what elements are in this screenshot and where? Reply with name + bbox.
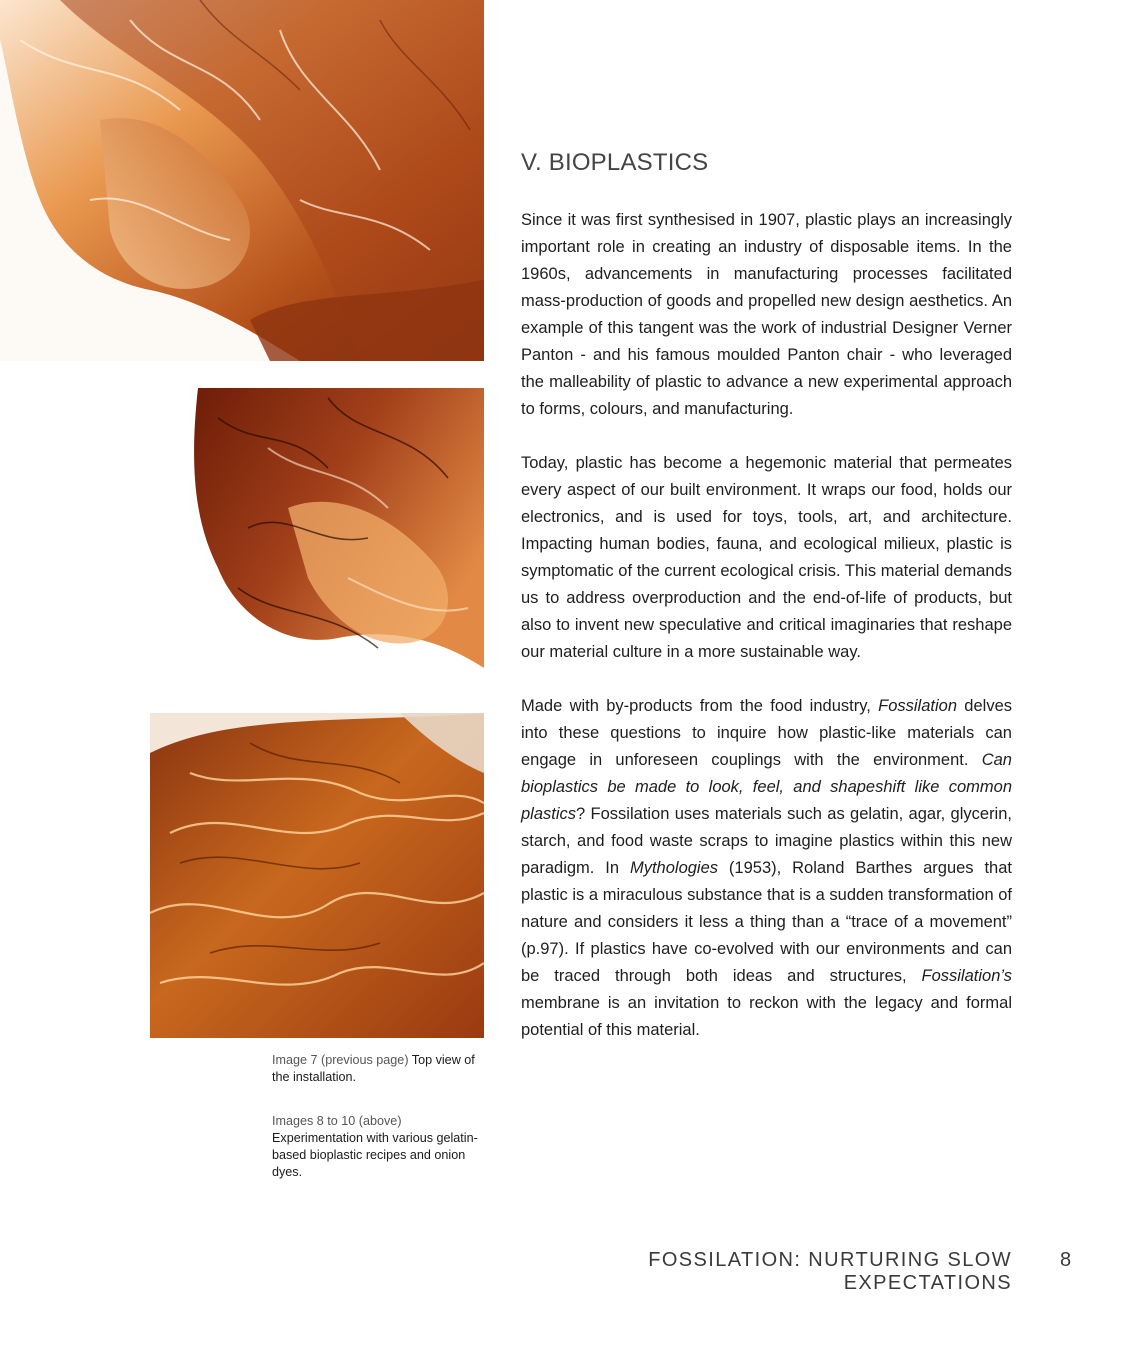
- caption-ref: Image 7 (previous page): [272, 1053, 409, 1067]
- caption-text: Experimentation with various gelatin-based bioplastic recipes and onion dyes.: [272, 1131, 478, 1179]
- italic-mythologies: Mythologies: [629, 859, 719, 877]
- italic-question: Can bioplastics be made to look, feel, and shapeshift like common plastics: [521, 751, 1012, 823]
- text-span: delves into these questions to inquire how plastic-like materials can engage in unforeseen couplings with the environment.: [521, 697, 1012, 769]
- text-span: membrane is an invitation to reckon with the legacy and formal potential of this material.: [521, 994, 1012, 1039]
- text-span: Made with by-products from the food industry,: [521, 697, 879, 715]
- text-span: (1953), Roland Barthes argues that plastic is a miraculous substance that is a sudden transformation of nature and considers it less a thing than a “trace of a movement” (p.97). If plastics have co-evolved with our environments and can be traced through both ideas and structures,: [521, 859, 1012, 985]
- italic-fossilations: Fossilation’s: [921, 967, 1012, 985]
- paragraph-today: Today, plastic has become a hegemonic material that permeates every aspect of our built environment. It wraps our food, holds our electronics, and is used for toys, tools, art, and architecture. Impacting human bodies, fauna, and ecological milieux, plastic is symptomatic of the current ecological crisis. This material demands us to address overproduction and the end-of-life of products, but also to invent new speculative and critical imaginaries that reshape our material culture in a more sustainable way.: [521, 454, 1012, 661]
- bioplastic-photo-top: [0, 0, 484, 361]
- caption-text: Top view of the installation.: [272, 1053, 475, 1084]
- paragraph-fossilation: [521, 693, 1012, 1044]
- bioplastic-photo-bottom: [150, 713, 484, 1038]
- images-8-10-caption: [272, 1113, 482, 1181]
- text-span: ? Fossilation uses materials such as gelatin, agar, glycerin, starch, and food waste scraps to imagine plastics within this new paradigm. In: [521, 805, 1012, 877]
- running-footer-title: FOSSILATION: NURTURING SLOW EXPECTATIONS: [648, 1249, 1012, 1294]
- section-title: V. BIOPLASTICS: [521, 149, 709, 176]
- image-7-caption: [272, 1052, 482, 1086]
- body-text: [521, 207, 1012, 1071]
- caption-ref: Images 8 to 10 (above): [272, 1114, 402, 1128]
- bioplastic-photo-middle: [88, 388, 484, 683]
- italic-fossilation: Fossilation: [878, 697, 957, 715]
- paragraph-history: Since it was first synthesised in 1907, plastic plays an increasingly important role in creating an industry of disposable items. In the 1960s, advancements in manufacturing processes facilitated mass-production of goods and propelled new design aesthetics. An example of this tangent was the work of industrial Designer Verner Panton - and his famous moulded Panton chair - who leveraged the malleability of plastic to advance a new experimental approach to forms, colours, and manufacturing.: [521, 211, 1012, 418]
- page-number: 8: [1060, 1249, 1072, 1271]
